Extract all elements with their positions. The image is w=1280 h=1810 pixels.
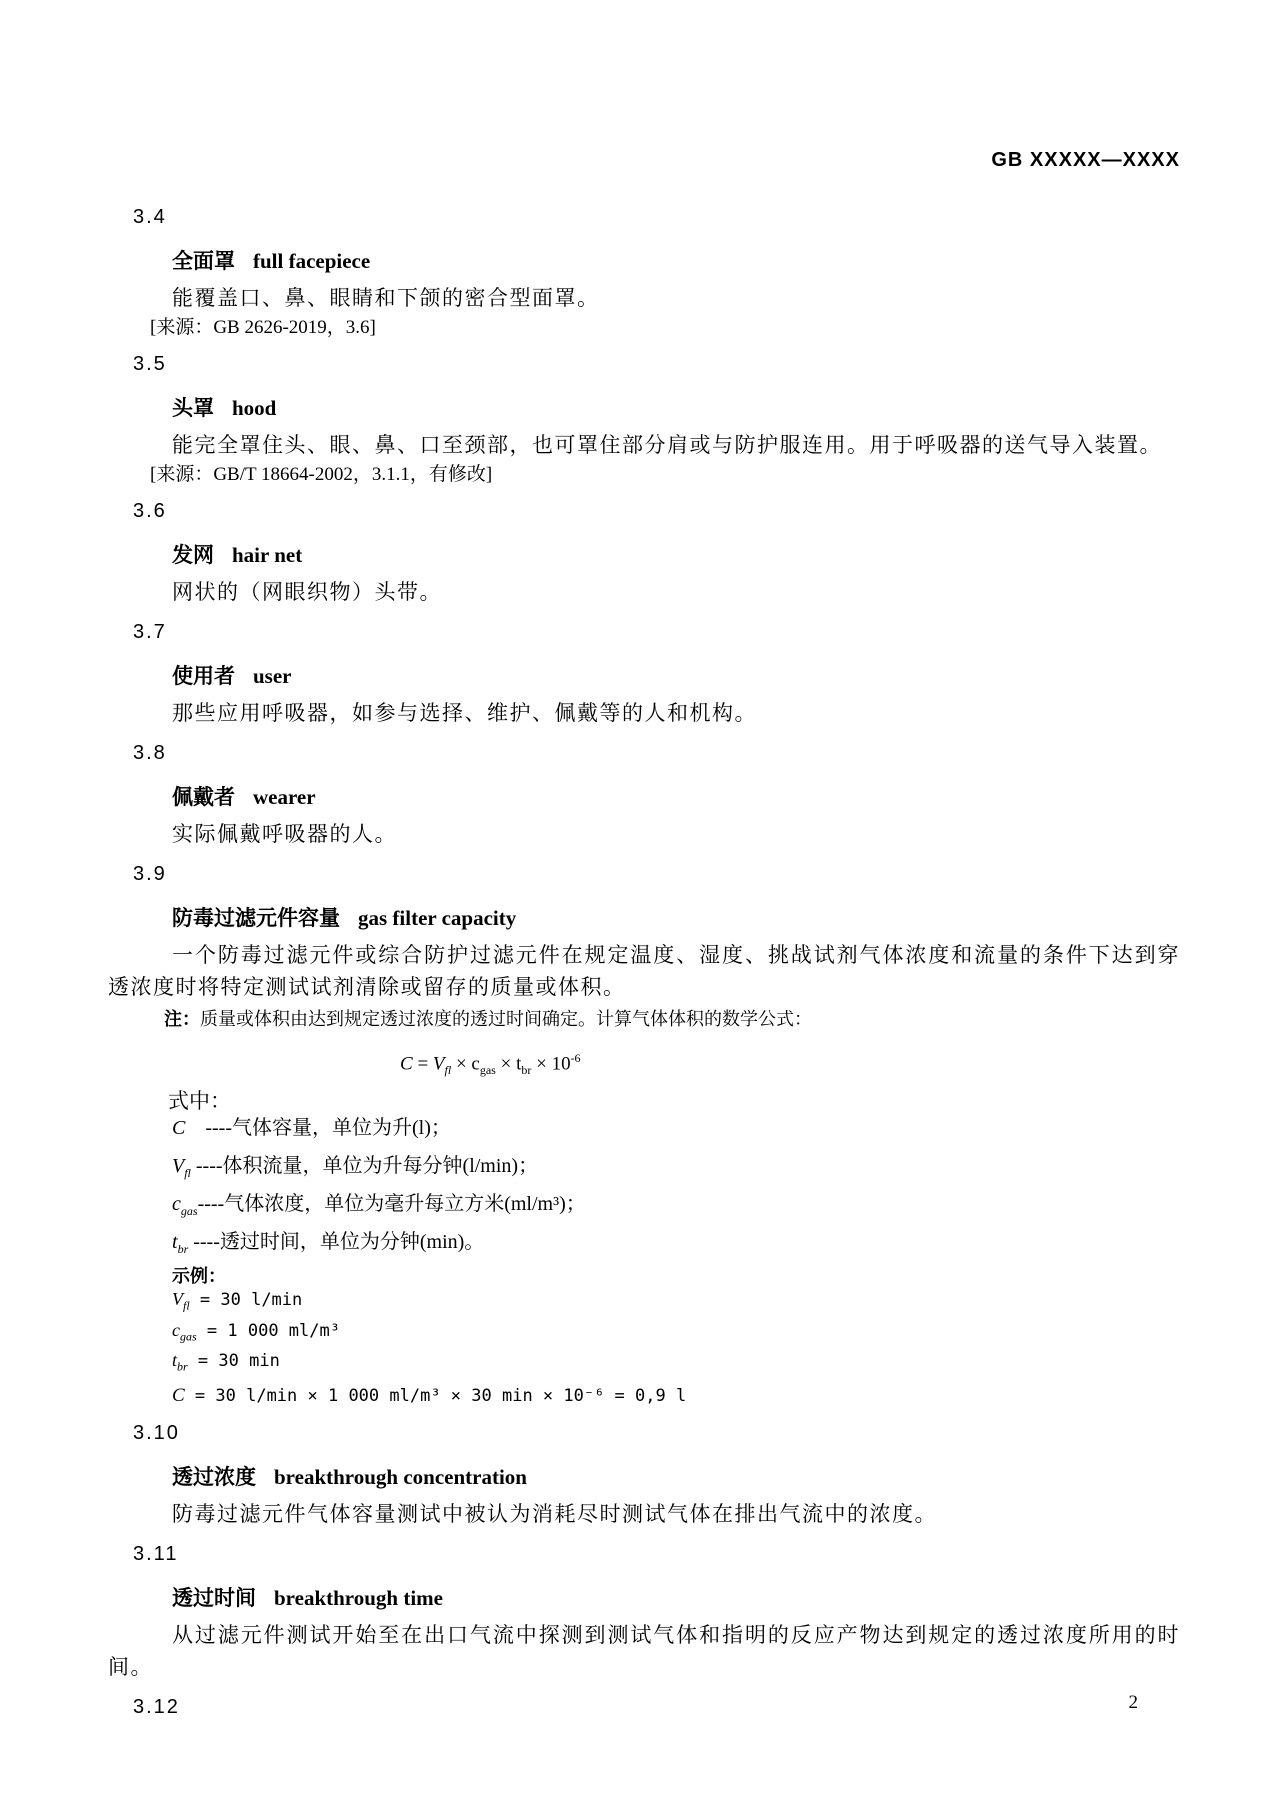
- definition-text: 能覆盖口、鼻、眼睛和下颌的密合型面罩。: [172, 286, 600, 310]
- var-subscript: fl: [184, 1166, 191, 1181]
- var-desc: ----透过时间，单位为分钟(min)。: [188, 1231, 485, 1254]
- term-cn: 防毒过滤元件容量: [172, 907, 340, 930]
- page-number: 2: [1128, 1692, 1138, 1713]
- var-subscript: gas: [180, 1204, 198, 1219]
- definition-text: 实际佩戴呼吸器的人。: [172, 822, 397, 846]
- term-heading: [172, 662, 1180, 691]
- var-line: [172, 1227, 1180, 1265]
- definition-text: 网状的（网眼织物）头带。: [172, 580, 442, 604]
- var-symbol: t: [172, 1231, 178, 1254]
- term-cn: 发网: [172, 544, 214, 567]
- term-en: hair net: [232, 543, 303, 567]
- term-cn: 透过时间: [172, 1586, 256, 1610]
- note: [164, 1007, 1180, 1031]
- term-heading: [172, 394, 1180, 423]
- section-number-3-12: 3.12: [133, 1695, 180, 1718]
- var-subscript: fl: [183, 1298, 190, 1313]
- note-label: 注：: [164, 1009, 200, 1029]
- term-cn: 头罩: [172, 397, 214, 420]
- section-number-3-4: 3.4: [133, 206, 167, 228]
- result-line: [172, 1383, 1180, 1409]
- var-symbol: V: [172, 1155, 185, 1178]
- term-en: wearer: [253, 785, 316, 809]
- where-label: 式中：: [168, 1089, 231, 1114]
- formula-var-vfl: V: [432, 1053, 445, 1075]
- term-cn: 佩戴者: [172, 786, 235, 809]
- term-heading: [172, 1584, 1180, 1613]
- term-heading: [172, 904, 1180, 933]
- var-symbol: c: [172, 1319, 180, 1340]
- example-value: = 30 min: [187, 1351, 280, 1372]
- var-desc: ----体积流量，单位为升每分钟(l/min)；: [190, 1155, 539, 1178]
- formula-var-tbr: t: [516, 1053, 522, 1075]
- section-number-3-5: 3.5: [133, 353, 167, 375]
- formula-ten: 10: [551, 1053, 571, 1075]
- var-subscript: gas: [180, 1329, 197, 1344]
- var-desc: ----气体容量，单位为升(l)；: [185, 1117, 451, 1140]
- definition-text: 防毒过滤元件气体容量测试中被认为消耗尽时测试气体在排出气流中的浓度。: [172, 1501, 937, 1526]
- var-symbol: V: [172, 1289, 183, 1310]
- section-number-3-6: 3.6: [133, 500, 167, 522]
- section-number-3-11: 3.11: [133, 1542, 179, 1565]
- section-number-3-7: 3.7: [133, 621, 167, 643]
- var-line: [172, 1113, 1180, 1151]
- term-en: hood: [232, 396, 277, 420]
- example-line: [172, 1287, 1180, 1318]
- example-line: [172, 1318, 1180, 1349]
- note-text: 质量或体积由达到规定透过浓度的透过时间确定。计算气体体积的数学公式：: [200, 1009, 812, 1029]
- equals-sign: =: [412, 1053, 433, 1075]
- definition-text: 能完全罩住头、眼、鼻、口至颈部，也可罩住部分肩或与防护服连用。用于呼吸器的送气导入装置。: [172, 433, 1162, 457]
- term-en: gas filter capacity: [358, 906, 517, 930]
- times-sign: ×: [531, 1053, 552, 1075]
- doc-code: GB XXXXX—XXXX: [991, 149, 1180, 171]
- formula-sub-fl: fl: [444, 1063, 452, 1078]
- section-number-3-10: 3.10: [133, 1421, 180, 1444]
- section-number-3-9: 3.9: [133, 863, 167, 885]
- var-symbol: C: [172, 1384, 185, 1406]
- example-label: 示例：: [172, 1266, 226, 1287]
- var-symbol: C: [172, 1117, 186, 1140]
- term-heading: [172, 1463, 1180, 1492]
- term-cn: 使用者: [172, 665, 235, 688]
- var-desc: ----气体浓度，单位为毫升每立方米(ml/m³)；: [197, 1193, 586, 1216]
- var-symbol: c: [172, 1193, 181, 1216]
- formula-exponent: -6: [570, 1051, 581, 1065]
- var-line: [172, 1151, 1180, 1189]
- var-symbol: t: [172, 1350, 178, 1371]
- term-heading: [172, 541, 1180, 570]
- term-en: full facepiece: [253, 249, 371, 273]
- term-heading: [172, 247, 1180, 276]
- source-note: [来源：GB/T 18664-2002，3.1.1，有修改]: [150, 464, 493, 485]
- times-sign: ×: [495, 1053, 517, 1075]
- section-number-3-8: 3.8: [133, 742, 167, 764]
- definition-text: 从过滤元件测试开始至在出口气流中探测到测试气体和指明的反应产物达到规定的透过浓度所用的时间。: [108, 1622, 1180, 1679]
- term-cn: 全面罩: [172, 250, 235, 273]
- var-subscript: br: [177, 1242, 189, 1257]
- term-en: user: [253, 664, 292, 688]
- result-value: = 30 l/min × 1 000 ml/m³ × 30 min × 10⁻⁶ = 0,9 l: [184, 1385, 687, 1406]
- example-value: = 1 000 ml/m³: [196, 1320, 340, 1341]
- formula-var-c: C: [400, 1053, 413, 1075]
- example-line: [172, 1348, 1180, 1379]
- term-en: breakthrough concentration: [274, 1464, 527, 1489]
- term-en: breakthrough time: [274, 1585, 443, 1610]
- term-cn: 透过浓度: [172, 1465, 256, 1489]
- formula: [400, 1045, 1180, 1083]
- definition-text: 一个防毒过滤元件或综合防护过滤元件在规定温度、湿度、挑战试剂气体浓度和流量的条件下达到穿透浓度时将特定测试试剂清除或留存的质量或体积。: [108, 943, 1180, 999]
- definition-text: 那些应用呼吸器，如参与选择、维护、佩戴等的人和机构。: [172, 701, 757, 725]
- times-sign: ×: [451, 1053, 472, 1075]
- var-line: [172, 1189, 1180, 1227]
- example-value: = 30 l/min: [189, 1290, 303, 1311]
- formula-var-cgas: c: [471, 1053, 480, 1075]
- term-heading: [172, 783, 1180, 812]
- source-note: [来源：GB 2626-2019，3.6]: [150, 317, 376, 338]
- formula-sub-br: br: [521, 1063, 532, 1078]
- formula-sub-gas: gas: [479, 1063, 496, 1078]
- var-subscript: br: [177, 1359, 188, 1374]
